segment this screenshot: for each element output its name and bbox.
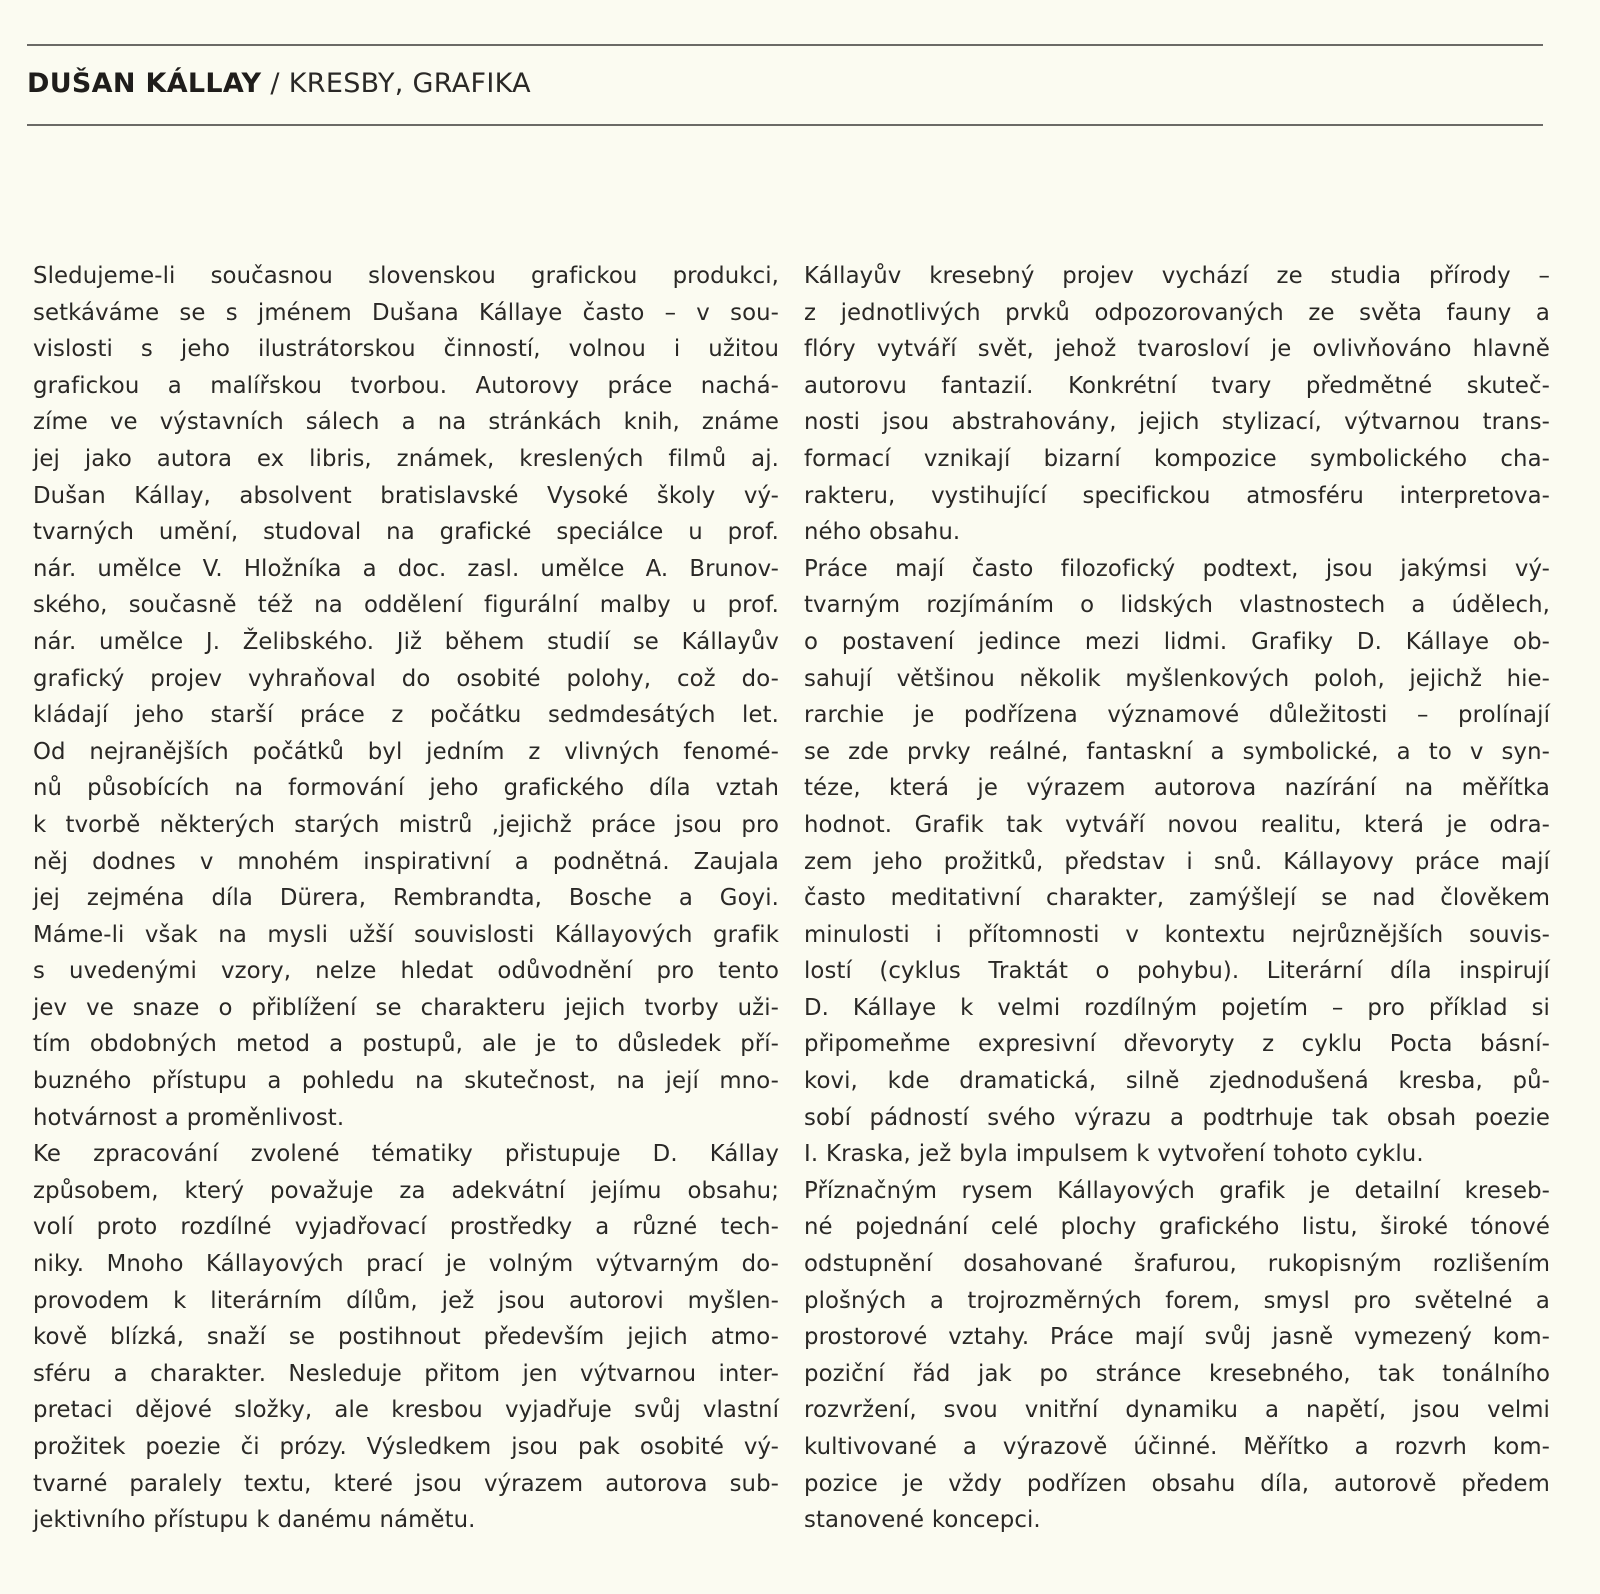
- header-subtitle: KRESBY, GRAFIKA: [288, 68, 531, 99]
- text-line: stanovené koncepci.: [804, 1507, 1041, 1534]
- text-line: flóry vytváří svět, jehož tvarosloví je ovlivňováno hlavně: [804, 336, 1550, 363]
- page-header: [27, 66, 531, 102]
- text-line: ského, současně též na oddělení figurální malby u prof.: [33, 592, 779, 619]
- text-line: z jednotlivých prvků odpozorovaných ze světa fauny a: [804, 299, 1550, 326]
- text-line: rozvržení, svou vnitřní dynamiku a napětí, jsou velmi: [804, 1397, 1550, 1424]
- text-line: setkáváme se s jménem Dušana Kállaye často – v sou-: [33, 299, 779, 326]
- text-line: kultivované a výrazově účinné. Měřítko a rozvrh kom-: [804, 1434, 1550, 1460]
- text-line: kládají jeho starší práce z počátku sedmdesátých let.: [33, 702, 779, 729]
- text-line: Máme-li však na mysli užší souvislosti Kállayových grafik: [33, 921, 779, 948]
- text-line: tvarným rozjímáním o lidských vlastnostech a údělech,: [804, 592, 1550, 619]
- text-line: jej jako autora ex libris, známek, kreslených filmů aj.: [33, 445, 779, 472]
- text-line: ného obsahu.: [804, 519, 961, 546]
- text-line: zíme ve výstavních sálech a na stránkách knih, známe: [33, 409, 779, 436]
- text-line: zem jeho prožitků, představ i snů. Kállayovy práce mají: [804, 848, 1550, 875]
- text-line: Ke zpracování zvolené tématiky přistupuje D. Kállay: [33, 1141, 779, 1168]
- text-line: kovi, kde dramatická, silně zjednodušená kresba, pů-: [804, 1068, 1550, 1095]
- text-line: kově blízká, snaží se postihnout především jejich atmo-: [33, 1324, 779, 1351]
- text-line: Práce mají často filozofický podtext, jsou jakýmsi vý-: [804, 555, 1550, 582]
- text-line: sféru a charakter. Nesleduje přitom jen výtvarnou inter-: [33, 1360, 779, 1387]
- text-line: niky. Mnoho Kállayových prací je volným výtvarným do-: [33, 1251, 779, 1278]
- text-line: rarchie je podřízena významové důležitosti – prolínají: [804, 702, 1550, 729]
- text-line: nár. umělce V. Hložníka a doc. zasl. umělce A. Brunov-: [33, 555, 779, 582]
- text-line: způsobem, který považuje za adekvátní jejímu obsahu;: [33, 1177, 779, 1204]
- text-line: Dušan Kállay, absolvent bratislavské Vysoké školy vý-: [33, 482, 779, 509]
- text-line: o postavení jedince mezi lidmi. Grafiky D. Kállaye ob-: [804, 628, 1550, 655]
- text-line: autorovu fantazií. Konkrétní tvary předmětné skuteč-: [804, 372, 1550, 399]
- text-line: volí proto rozdílné vyjadřovací prostředky a různé tech-: [33, 1214, 779, 1241]
- text-line: grafický projev vyhraňoval do osobité polohy, což do-: [33, 665, 779, 692]
- text-line: vislosti s jeho ilustrátorskou činností, volnou i užitou: [33, 336, 779, 363]
- text-line: téze, která je výrazem autorova nazírání na měřítka: [804, 775, 1550, 802]
- text-line: D. Kállaye k velmi rozdílným pojetím – pro příklad si: [804, 994, 1550, 1021]
- header-separator: /: [270, 68, 280, 99]
- text-line: Sledujeme-li současnou slovenskou grafickou produkci,: [33, 263, 779, 289]
- text-line: sobí pádností svého výrazu a podtrhuje tak obsah poezie: [804, 1104, 1550, 1131]
- text-line: nár. umělce J. Želibského. Již během studií se Kállayův: [33, 628, 779, 655]
- text-line: formací vznikají bizarní kompozice symbolického cha-: [804, 445, 1550, 472]
- text-line: pretaci dějové složky, ale kresbou vyjadřuje svůj vlastní: [33, 1397, 779, 1424]
- text-line: nů působících na formování jeho grafického díla vztah: [33, 775, 779, 802]
- text-line: hotvárnost a proměnlivost.: [33, 1104, 345, 1131]
- text-line: hodnot. Grafik tak vytváří novou realitu, která je odra-: [804, 811, 1550, 838]
- text-line: prožitek poezie či prózy. Výsledkem jsou pak osobité vý-: [33, 1434, 779, 1460]
- text-line: něj dodnes v mnohém inspirativní a podnětná. Zaujala: [33, 848, 779, 875]
- text-line: buzného přístupu a pohledu na skutečnost, na její mno-: [33, 1068, 779, 1095]
- paragraph: [804, 1173, 1550, 1539]
- paragraph: [33, 258, 779, 1136]
- text-line: minulosti i přítomnosti v kontextu nejrůznějších souvis-: [804, 921, 1550, 948]
- text-line: I. Kraska, jež byla impulsem k vytvoření tohoto cyklu.: [804, 1141, 1424, 1168]
- text-line: nosti jsou abstrahovány, jejich stylizací, výtvarnou trans-: [804, 409, 1550, 436]
- text-line: pozice je vždy podřízen obsahu díla, autorově předem: [804, 1470, 1550, 1497]
- author-name: DUŠAN KÁLLAY: [27, 68, 262, 99]
- header-bottom-rule: [27, 124, 1543, 126]
- text-line: Od nejranějších počátků byl jedním z vlivných fenomé-: [33, 738, 779, 765]
- paragraph: [804, 258, 1550, 551]
- text-line: plošných a trojrozměrných forem, smysl pro světelné a: [804, 1287, 1550, 1314]
- text-line: rakteru, vystihující specifickou atmosféru interpretova-: [804, 482, 1550, 509]
- text-line: s uvedenými vzory, nelze hledat odůvodnění pro tento: [33, 958, 779, 985]
- text-line: provodem k literárním dílům, jež jsou autorovi myšlen-: [33, 1287, 779, 1314]
- text-line: připomeňme expresivní dřevoryty z cyklu Pocta básní-: [804, 1031, 1550, 1058]
- text-line: Příznačným rysem Kállayových grafik je detailní kreseb-: [804, 1177, 1550, 1204]
- text-line: se zde prvky reálné, fantaskní a symbolické, a to v syn-: [804, 738, 1550, 765]
- paragraph: [804, 551, 1550, 1173]
- text-line: Kállayův kresebný projev vychází ze studia přírody –: [804, 263, 1550, 289]
- text-line: jej zejména díla Dürera, Rembrandta, Bosche a Goyi.: [33, 885, 779, 912]
- text-line: k tvorbě některých starých mistrů ,jejichž práce jsou pro: [33, 811, 779, 838]
- text-line: tvarných umění, studoval na grafické speciálce u prof.: [33, 519, 779, 546]
- paragraph: [33, 1136, 779, 1539]
- top-rule: [27, 44, 1543, 46]
- text-line: sahují většinou několik myšlenkových poloh, jejichž hie-: [804, 665, 1550, 692]
- text-line: prostorové vztahy. Práce mají svůj jasně vymezený kom-: [804, 1324, 1550, 1351]
- text-line: jektivního přístupu k danému námětu.: [33, 1507, 476, 1534]
- text-line: často meditativní charakter, zamýšlejí se nad člověkem: [804, 885, 1550, 912]
- text-column-left: [33, 258, 779, 1539]
- text-line: lostí (cyklus Traktát o pohybu). Literární díla inspirují: [804, 958, 1550, 985]
- text-line: grafickou a malířskou tvorbou. Autorovy práce nachá-: [33, 372, 779, 399]
- text-line: né pojednání celé plochy grafického listu, široké tónové: [804, 1214, 1550, 1241]
- text-line: tím obdobných metod a postupů, ale je to důsledek pří-: [33, 1031, 779, 1058]
- text-line: jev ve snaze o přiblížení se charakteru jejich tvorby uži-: [33, 994, 779, 1021]
- text-line: tvarné paralely textu, které jsou výrazem autorova sub-: [33, 1470, 779, 1497]
- text-line: poziční řád jak po stránce kresebného, tak tonálního: [804, 1360, 1550, 1387]
- text-line: odstupnění dosahované šrafurou, rukopisným rozlišením: [804, 1251, 1550, 1278]
- text-column-right: [804, 258, 1550, 1539]
